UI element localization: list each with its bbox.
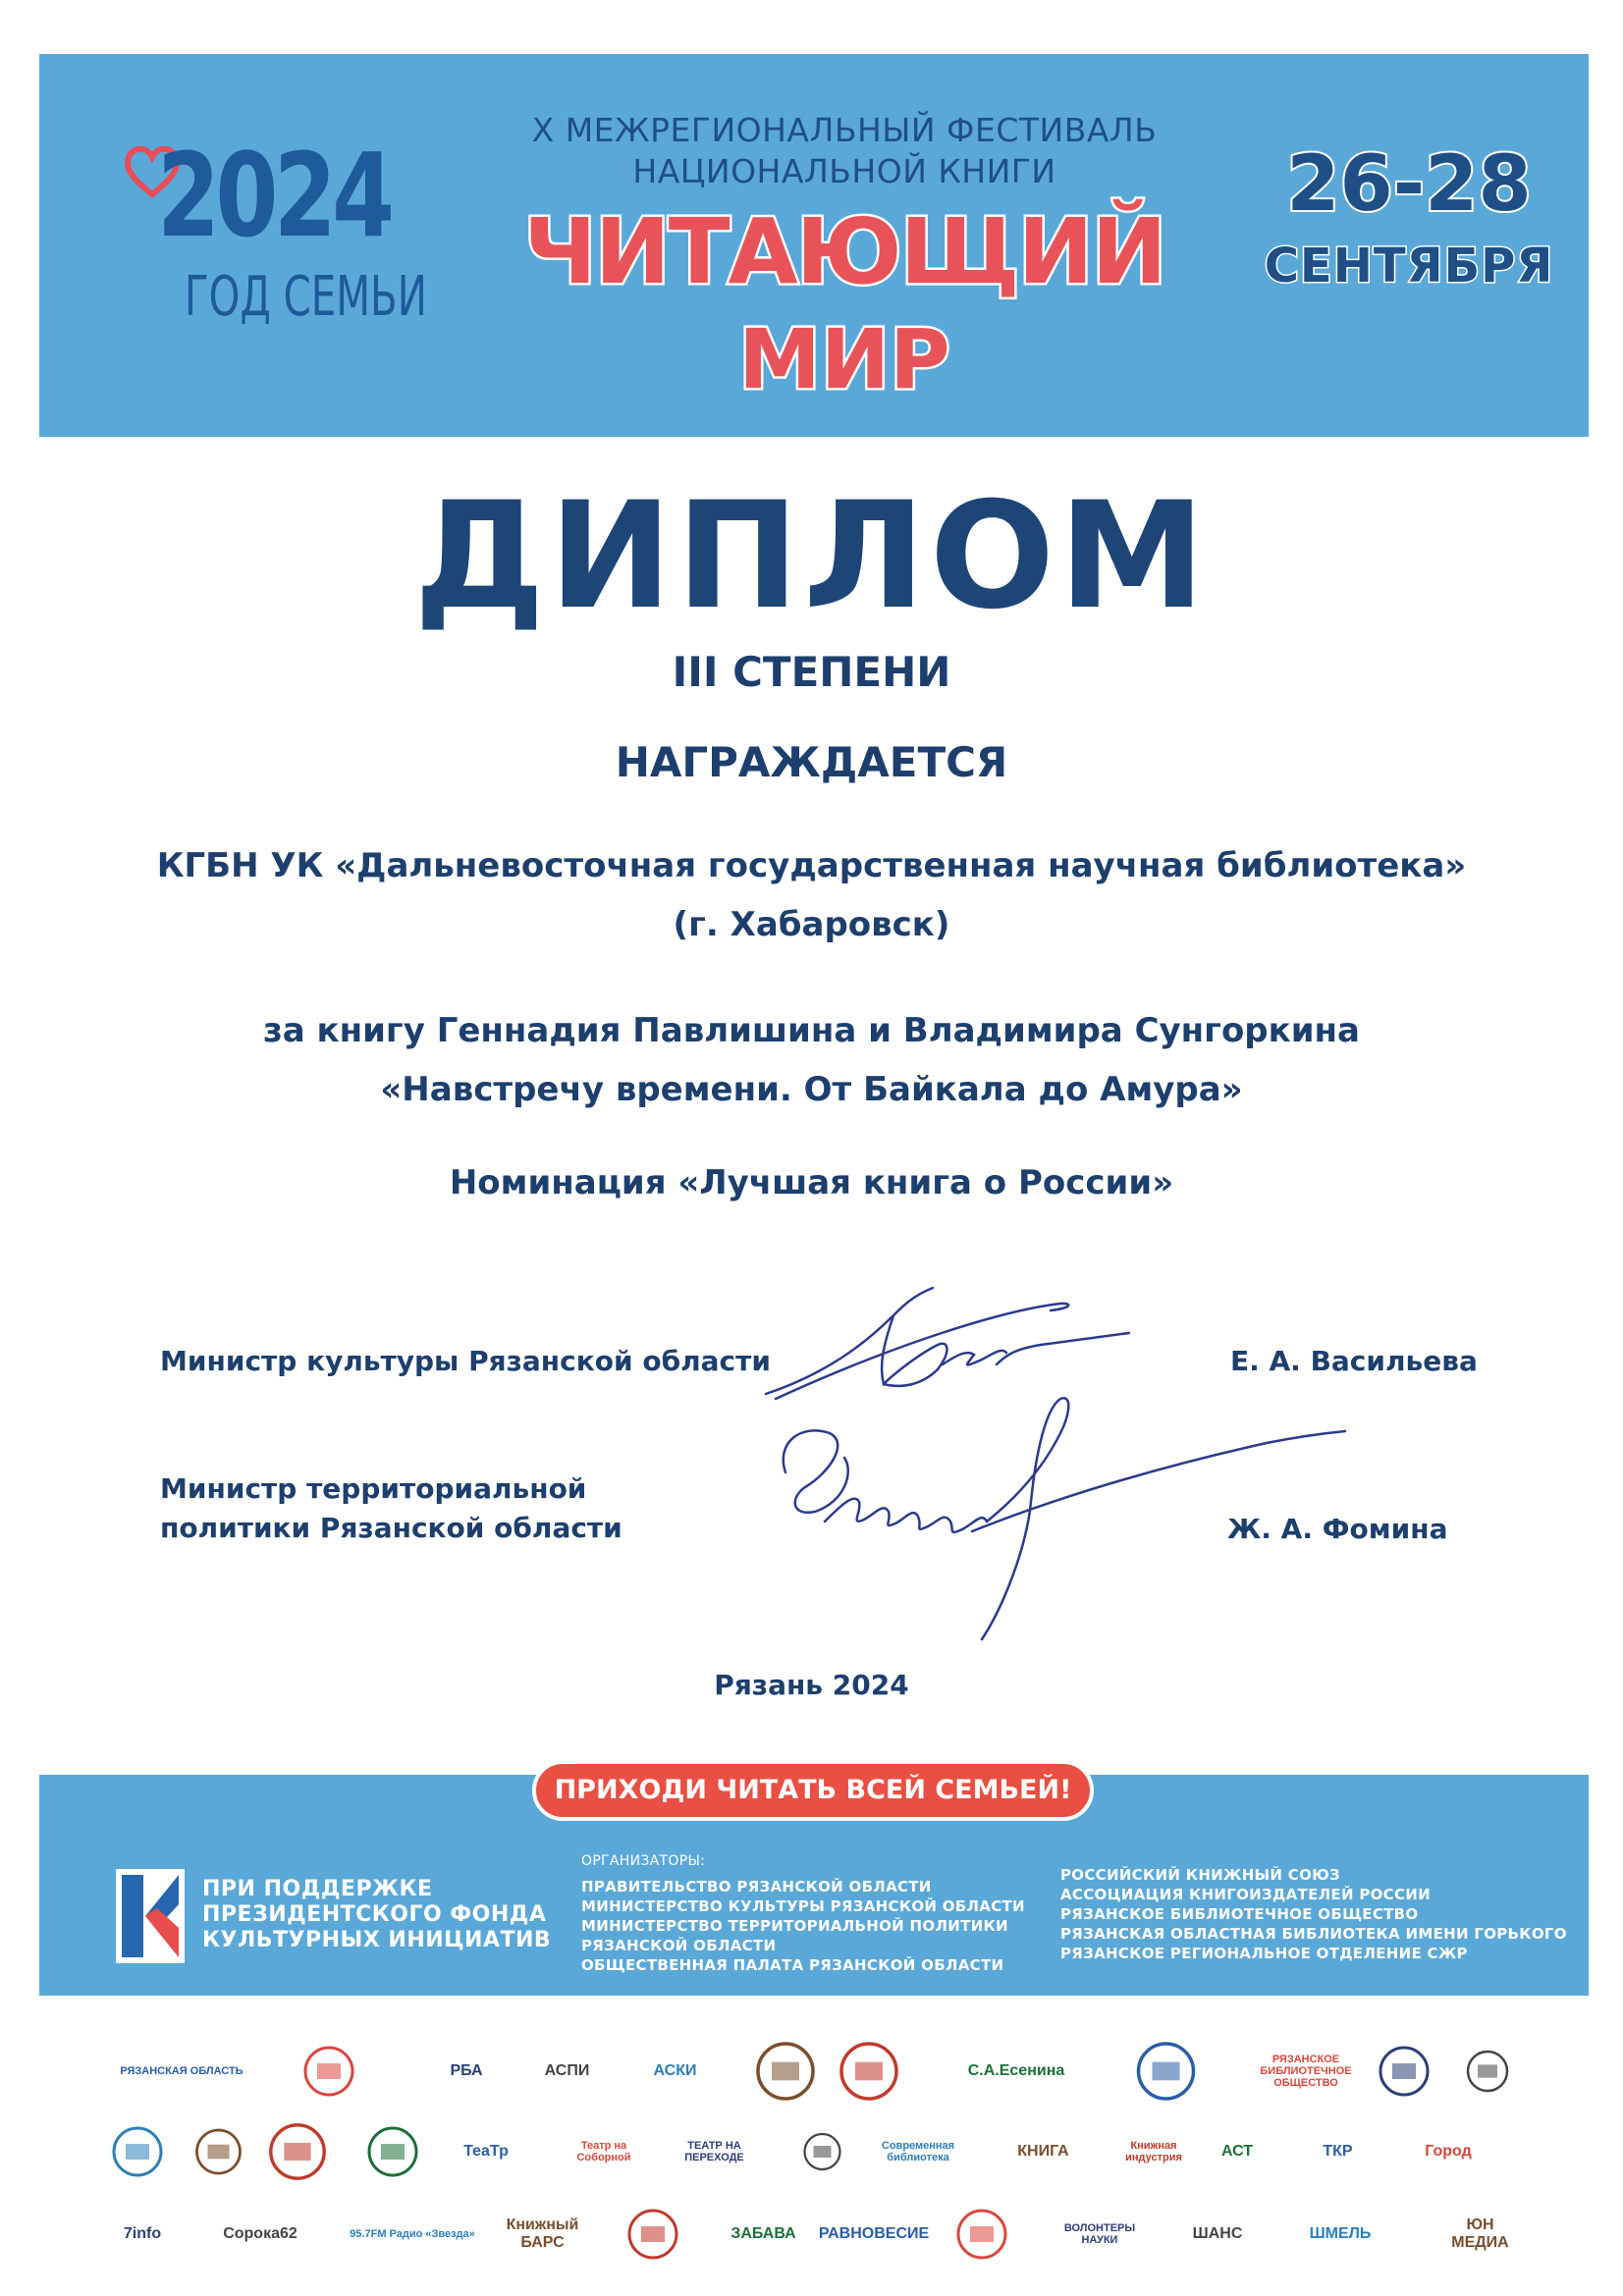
partner-logo: Город [1425,2143,1472,2161]
partner-logo: ЮН МЕДИА [1451,2216,1509,2251]
diploma-title: ДИПЛОМ [413,471,1210,642]
partner-logo: Книжный БАРС [506,2216,579,2251]
book-authors: за книгу Геннадия Павлишина и Владимира Сунгоркина [263,1011,1360,1050]
partner-logo: Сорока62 [223,2225,298,2243]
partner-logo [263,2118,332,2185]
partner-logo: 95.7FM Радио «Звезда» [350,2227,475,2240]
awardee-city: (г. Хабаровск) [673,905,950,944]
presidential-fund-text: ПРИ ПОДДЕРЖКЕ ПРЕЗИДЕНТСКОГО ФОНДА КУЛЬТУРНЫХ ИНИЦИАТИВ [202,1877,552,1952]
festival-line-1: X МЕЖРЕГИОНАЛЬНЫЙ ФЕСТИВАЛЬ [531,111,1158,149]
partner-logo: Современная библиотека [881,2139,955,2163]
partner-logo: 7info [123,2225,162,2243]
signer-name-1: Е. А. Васильева [1230,1345,1478,1377]
partner-logo: ШМЕЛЬ [1309,2225,1372,2243]
partner-logo: АСКИ [653,2062,697,2080]
partner-logo [1114,2037,1217,2106]
festival-title-2: МИР [738,311,950,407]
partner-logo [800,2118,844,2185]
partner-logo: РЯЗАНСКОЕ БИБЛИОТЕЧНОЕ ОБЩЕСТВО [1260,2053,1352,2090]
partner-logo: РЯЗАНСКАЯ ОБЛАСТЬ [120,2064,243,2077]
year-logo-subtitle: ГОД СЕМЬИ [185,265,427,329]
partner-logo: Театр на Соборной [576,2139,631,2163]
book-title: «Навстречу времени. От Байкала до Амура» [380,1070,1243,1109]
organizers-column-2: РОССИЙСКИЙ КНИЖНЫЙ СОЮЗ АССОЦИАЦИЯ КНИГОИЗДАТЕЛЕЙ РОССИИ РЯЗАНСКОЕ БИБЛИОТЕЧНОЕ ОБЩЕСТВО РЯЗАНСКАЯ ОБЛАСТНАЯ БИБЛИОТЕКА ИМЕНИ ГОРЬКОГО РЯЗАНСКОЕ РЕГИОНАЛЬНОЕ ОТДЕЛЕНИЕ СЖР [1060,1866,1567,1962]
signer-role-1: Министр культуры Рязанской области [160,1345,771,1377]
diploma-degree: III СТЕПЕНИ [672,648,951,696]
partner-logo: АСПИ [544,2062,590,2080]
festival-dates: 26-28 [1286,140,1532,229]
partner-logo [952,2204,1011,2265]
partner-logo: ЗАБАВА [730,2225,796,2243]
festival-title-1: ЧИТАЮЩИЙ [523,199,1165,304]
partner-logo [830,2037,908,2106]
organizers-column-1: ОРГАНИЗАТОРЫ: ПРАВИТЕЛЬСТВО РЯЗАНСКОЙ ОБЛАСТИ МИНИСТЕРСТВО КУЛЬТУРЫ РЯЗАНСКОЙ ОБЛАСТИ МИНИСТЕРСТВО ТЕРРИТОРИАЛЬНОЙ ПОЛИТИКИ РЯЗАНСКОЙ ОБЛАСТИ ОБЩЕСТВЕННАЯ ПАЛАТА РЯЗАНСКОЙ ОБЛАСТИ [581,1853,1025,1974]
partner-logo: АСТ [1220,2143,1254,2161]
partner-logo: РАВНОВЕСИЕ [818,2225,930,2243]
handwritten-signatures [746,1276,1434,1649]
place-and-year: Рязань 2024 [714,1669,909,1701]
signer-role-2: Министр территориальной политики Рязанской области [160,1472,622,1544]
nomination: Номинация «Лучшая книга о России» [449,1163,1174,1202]
partner-logo [363,2118,422,2185]
partner-logo [299,2037,358,2106]
partner-logo: КНИГА [1017,2143,1069,2161]
organizers-header: ОРГАНИЗАТОРЫ: [581,1853,706,1869]
festival-line-2: НАЦИОНАЛЬНОЙ КНИГИ [632,152,1056,190]
partner-logo [191,2118,245,2185]
festival-month: СЕНТЯБРЯ [1264,239,1554,294]
year-logo-number: 2024 [157,128,391,263]
partner-logo: ТеаТр [463,2143,509,2161]
header-banner [39,54,1589,437]
partner-logo: ТЕАТР НА ПЕРЕХОДЕ [684,2139,744,2163]
partner-logo [1463,2037,1512,2106]
slogan-pill: ПРИХОДИ ЧИТАТЬ ВСЕЙ СЕМЬЕЙ! [532,1760,1094,1821]
partner-logo: ТКР [1323,2143,1353,2161]
year-of-family-logo [128,128,427,353]
partner-logo [108,2118,167,2185]
signer-name-2: Ж. А. Фомина [1227,1513,1448,1545]
partner-logo [1375,2037,1434,2106]
partner-logo [751,2037,820,2106]
partner-logo: Книжная индустрия [1125,2139,1182,2163]
awarded-label: НАГРАЖДАЕТСЯ [615,738,1008,786]
partner-logo: С.А.Есенина [967,2062,1065,2080]
presidential-fund-logo-icon [116,1869,185,1963]
partner-logo: ВОЛОНТЕРЫ НАУКИ [1063,2221,1136,2246]
partner-logo: РБА [450,2062,483,2080]
partner-logo [623,2204,682,2265]
partner-logo: ШАНС [1192,2225,1243,2243]
awardee-organization: КГБН УК «Дальневосточная государственная научная библиотека» [156,846,1467,885]
